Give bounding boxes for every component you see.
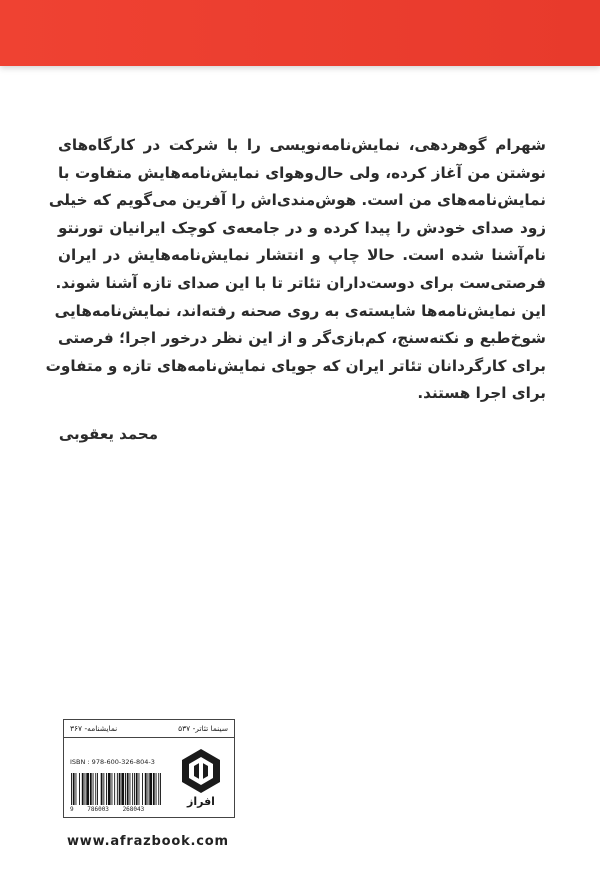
isbn-info-box (63, 719, 235, 818)
afraz-publisher-logo (176, 745, 226, 809)
series-cinema-theater: سینما تئاتر- ۵۳۷ (178, 724, 228, 733)
blurb-line: برای کارگردانان تئاتر ایران که جویای نمایش‌نامه‌های تازه و متفاوت (45, 356, 546, 375)
barcode-icon (70, 773, 164, 805)
blurb-line: نام‌آشنا شده است. حالا چاپ و انتشار نمایش‌نامه‌هایش در ایران (58, 246, 546, 265)
publisher-website[interactable]: www.afrazbook.com (67, 834, 229, 849)
barcode-digit-group: 9 (70, 806, 74, 813)
blurb-line: فرصتی‌ست برای دوست‌داران تئاتر تا با این صدای تازه آشنا شوند. (55, 273, 546, 292)
blurb-line: شوخ‌طبع و نکته‌سنج، کم‌بازی‌گر و از این نظر درخور اجرا؛ فرصتی (58, 329, 546, 348)
blurb-line: نوشتن من آغاز کرده، ولی حال‌وهوای نمایش‌نامه‌هایش متفاوت با (58, 163, 546, 182)
blurb-line: نمایش‌نامه‌های من است. هوش‌مندی‌اش را آفرین می‌گویم که خیلی (48, 191, 546, 210)
barcode-digits (70, 806, 154, 813)
series-play: نمایشنامه- ۳۶۷ (70, 724, 118, 733)
blurb-line: این نمایش‌نامه‌ها شایسته‌ی به روی صحنه رفته‌اند، نمایش‌نامه‌هایی (54, 301, 546, 320)
blurb-line: شهرام گوهردهی، نمایش‌نامه‌نویسی را با شرکت در کارگاه‌های (58, 136, 546, 154)
blurb-line: زود صدای خودش را پیدا کرده و در جامعه‌ی کوچک ایرانیان تورنتو (58, 218, 546, 237)
barcode-digit-group: 268043 (122, 806, 145, 813)
blurb-author: محمد یعقوبی (58, 425, 158, 443)
isbn-number: ISBN : 978-600-326-804-3 (70, 758, 155, 766)
barcode-digit-group: 786003 (87, 806, 109, 813)
back-cover-blurb (45, 132, 546, 408)
blurb-line: برای اجرا هستند. (417, 384, 546, 403)
series-row (64, 720, 234, 738)
top-color-band (0, 0, 600, 66)
publisher-logo-text: افراز (187, 795, 215, 808)
